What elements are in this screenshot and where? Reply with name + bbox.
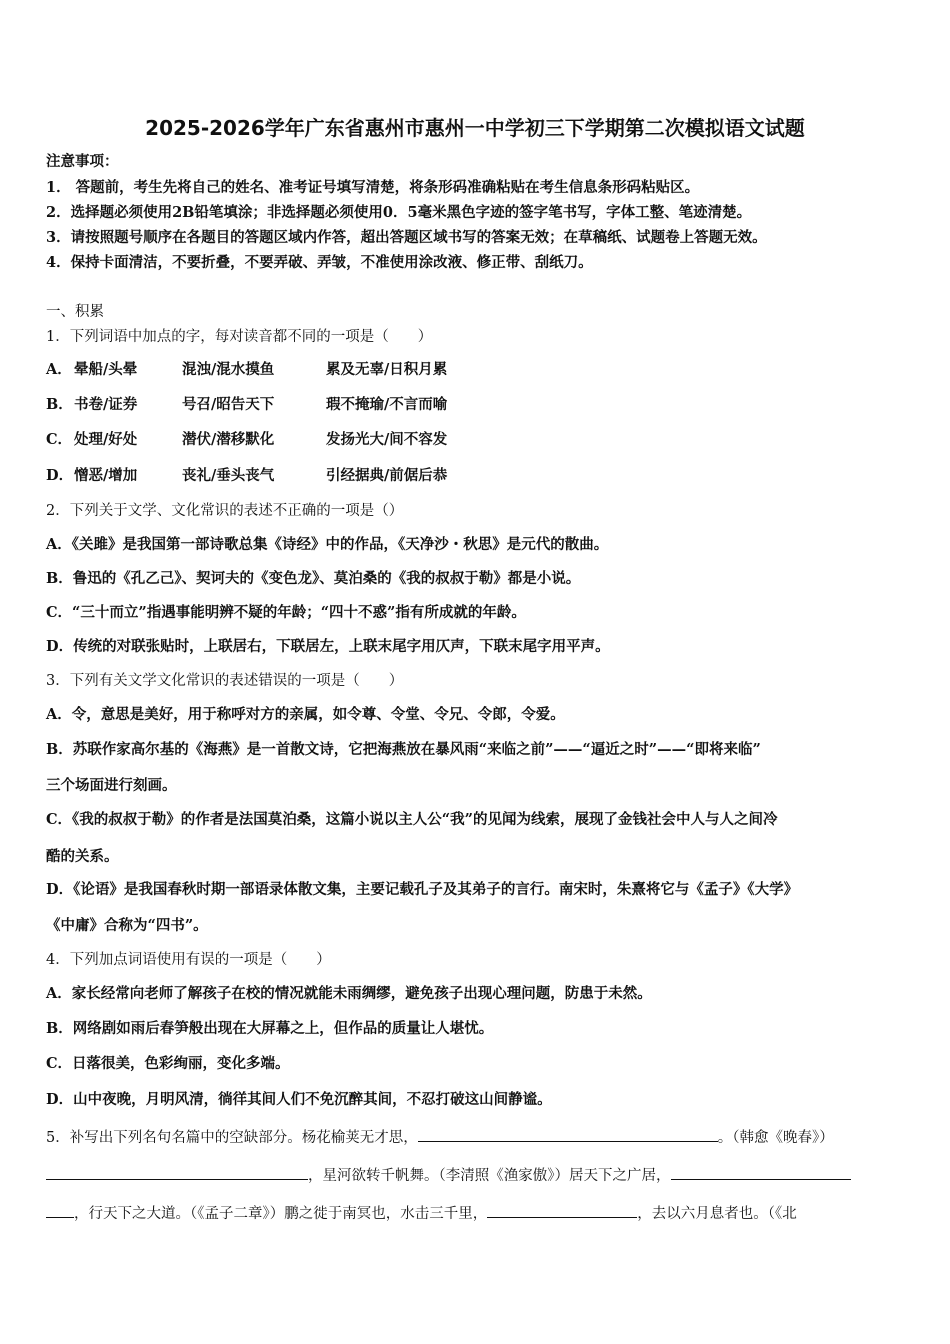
q4-option-b: B．网络剧如雨后春笋般出现在大屏幕之上，但作品的质量让人堪忧。 xyxy=(46,1020,494,1037)
option-part: 引经据典/前倨后恭 xyxy=(326,467,448,484)
q3-option-a: A．令，意思是美好，用于称呼对方的亲属，如令尊、令堂、令兄、令郎，令爱。 xyxy=(46,706,565,723)
q4-option-d: D．山中夜晚，月明风清，徜徉其间人们不免沉醉其间，不忍打破这山间静谧。 xyxy=(46,1091,552,1108)
q1-stem: 1．下列词语中加点的字，每对读音都不同的一项是（ ） xyxy=(46,329,433,345)
notice-item-4: 4．保持卡面清洁，不要折叠，不要弄破、弄皱，不准使用涂改液、修正带、刮纸刀。 xyxy=(46,254,593,271)
fill-blank[interactable] xyxy=(671,1164,851,1180)
option-part: 晕船/头晕 xyxy=(74,361,138,378)
page-title: 2025-2026学年广东省惠州市惠州一中学初三下学期第二次模拟语文试题 xyxy=(145,116,805,140)
q3-option-d-line2: 《中庸》合称为“四书”。 xyxy=(46,917,208,934)
notice-item-1: 1． 答题前，考生先将自己的姓名、准考证号填写清楚，将条形码准确粘贴在考生信息条形码粘贴区。 xyxy=(46,179,700,196)
option-part: 发扬光大/间不容发 xyxy=(326,431,448,448)
notice-item-2: 2．选择题必须使用2B铅笔填涂；非选择题必须使用0．5毫米黑色字迹的签字笔书写，字体工整、笔迹清楚。 xyxy=(46,204,752,221)
q5-text: 。（韩愈《晚春》） xyxy=(717,1130,834,1146)
option-part: 号召/昭告天下 xyxy=(182,396,275,413)
q5-line2 xyxy=(46,1164,851,1186)
q5-text: ，行天下之大道。（《孟子二章》）鹏之徙于南冥也，水击三千里， xyxy=(74,1206,488,1222)
q2-option-a: A．《关雎》是我国第一部诗歌总集《诗经》中的作品，《天净沙・秋思》是元代的散曲。 xyxy=(46,536,609,553)
notice-heading: 注意事项： xyxy=(46,153,119,170)
q2-option-c: C．“三十而立”指遇事能明辨不疑的年龄；“四十不惑”指有所成就的年龄。 xyxy=(46,604,526,621)
q3-option-d-line1: D．《论语》是我国春秋时期一部语录体散文集，主要记载孔子及其弟子的言行。南宋时，朱熹将它与《孟子》《大学》 xyxy=(46,881,799,898)
option-part: 丧礼/垂头丧气 xyxy=(182,467,275,484)
q2-option-b: B．鲁迅的《孔乙己》、契诃夫的《变色龙》、莫泊桑的《我的叔叔于勒》都是小说。 xyxy=(46,570,581,587)
q5-line3 xyxy=(46,1202,797,1224)
q5-text: ，去以六月息者也。（《北 xyxy=(637,1206,797,1222)
q5-text: ，星河欲转千帆舞。（李清照《渔家傲》）居天下之广居， xyxy=(308,1168,671,1184)
option-label: A． xyxy=(46,361,72,378)
option-part: 书卷/证券 xyxy=(74,396,138,413)
option-part: 憎恶/增加 xyxy=(74,467,138,484)
q3-option-c-line2: 酷的关系。 xyxy=(46,848,119,865)
option-part: 混浊/混水摸鱼 xyxy=(182,361,275,378)
q3-option-b-line1: B．苏联作家高尔基的《海燕》是一首散文诗，它把海燕放在暴风雨“来临之前”——“逼近之时”——“即将来临” xyxy=(46,741,761,758)
q1-option-c xyxy=(46,430,447,450)
q3-option-c-line1: C．《我的叔叔于勒》的作者是法国莫泊桑，这篇小说以主人公“我”的见闻为线索，展现了金钱社会中人与人之间冷 xyxy=(46,811,778,828)
option-part: 潜伏/潜移默化 xyxy=(182,431,275,448)
fill-blank[interactable] xyxy=(418,1126,718,1142)
q2-stem: 2．下列关于文学、文化常识的表述不正确的一项是（） xyxy=(46,503,404,519)
option-part: 瑕不掩瑜/不言而喻 xyxy=(326,396,448,413)
fill-blank[interactable] xyxy=(46,1164,308,1180)
option-label: D． xyxy=(46,467,74,484)
q1-option-d xyxy=(46,466,447,486)
option-label: B． xyxy=(46,396,73,413)
notice-item-3: 3．请按照题号顺序在各题目的答题区域内作答，超出答题区域书写的答案无效；在草稿纸、试题卷上答题无效。 xyxy=(46,229,767,246)
q4-option-a: A．家长经常向老师了解孩子在校的情况就能未雨绸缪，避免孩子出现心理问题，防患于未然。 xyxy=(46,985,652,1002)
q5-text: 5．补写出下列名句名篇中的空缺部分。杨花榆荚无才思， xyxy=(46,1130,418,1146)
option-part: 处理/好处 xyxy=(74,431,138,448)
option-label: C． xyxy=(46,431,73,448)
q5-line1 xyxy=(46,1126,834,1148)
q1-option-b xyxy=(46,395,447,415)
fill-blank[interactable] xyxy=(487,1202,637,1218)
q4-option-c: C．日落很美，色彩绚丽，变化多端。 xyxy=(46,1055,290,1072)
q3-option-b-line2: 三个场面进行刻画。 xyxy=(46,777,177,794)
q1-option-a xyxy=(46,360,447,380)
q2-option-d: D．传统的对联张贴时，上联居右，下联居左，上联末尾字用仄声，下联末尾字用平声。 xyxy=(46,638,610,655)
option-part: 累及无辜/日积月累 xyxy=(326,361,448,378)
section-heading: 一、积累 xyxy=(46,304,104,320)
q3-stem: 3．下列有关文学文化常识的表述错误的一项是（ ） xyxy=(46,673,404,689)
q4-stem: 4．下列加点词语使用有误的一项是（ ） xyxy=(46,952,331,968)
fill-blank[interactable] xyxy=(46,1202,74,1218)
